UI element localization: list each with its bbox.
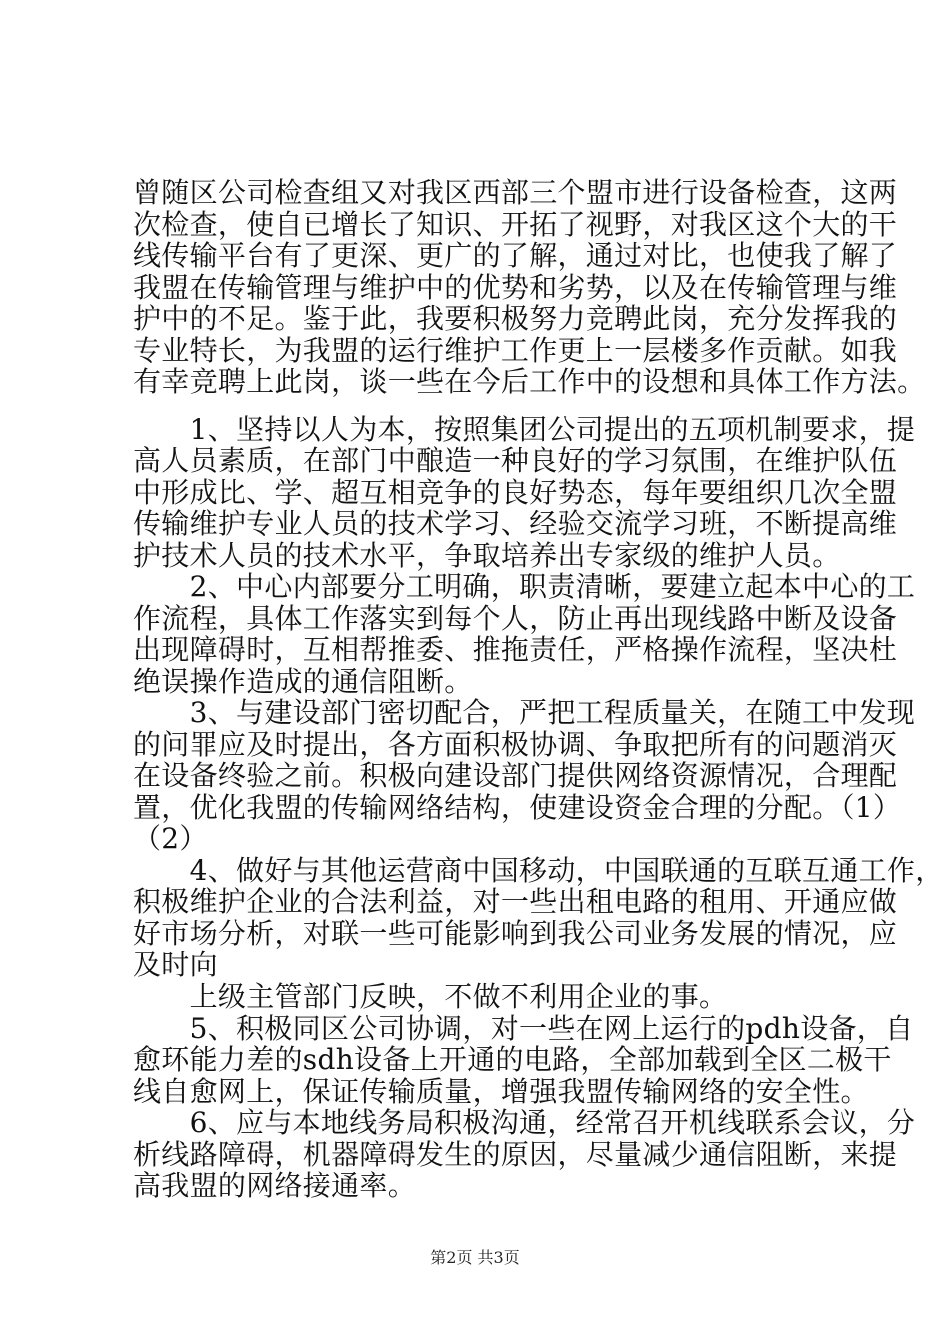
text-line: 置，优化我盟的传输网络结构，使建设资金合理的分配。（1） (133, 790, 902, 824)
text-line: 在设备终验之前。积极向建设部门提供网络资源情况，合理配 (133, 759, 898, 793)
text-line: 出现障碍时，互相帮推委、推拖责任，严格操作流程，坚决杜 (133, 633, 898, 667)
text-line: 护中的不足。鉴于此，我要积极努力竞聘此岗，充分发挥我的 (133, 302, 898, 335)
text-line: 愈环能力差的sdh设备上开通的电路，全部加载到全区二极干 (133, 1043, 892, 1076)
text-line: 次检查，使自已增长了知识、开拓了视野，对我区这个大的干 (133, 207, 898, 241)
text-line: （2） (133, 822, 208, 856)
text-line: 高我盟的网络接通率。 (133, 1169, 417, 1202)
text-line: 高人员素质，在部门中酿造一种良好的学习氛围，在维护队伍 (133, 444, 898, 478)
text-line: 好市场分析，对联一些可能影响到我公司业务发展的情况，应 (133, 916, 898, 950)
text-line: 我盟在传输管理与维护中的优势和劣势，以及在传输管理与维 (133, 270, 898, 304)
text-line: 的问罪应及时提出，各方面积极协调、争取把所有的问题消灭 (133, 727, 898, 761)
text-line: 线传输平台有了更深、更广的了解，通过对比，也使我了解了 (133, 239, 898, 272)
text-line: 有幸竞聘上此岗，谈一些在今后工作中的设想和具体工作方法。 (133, 365, 926, 399)
text-line: 作流程，具体工作落实到每个人，防止再出现线路中断及设备 (133, 601, 898, 635)
text-line: 析线路障碍，机器障碍发生的原因，尽量减少通信阻断，来提 (133, 1137, 898, 1171)
text-line: 专业特长，为我盟的运行维护工作更上一层楼多作贡献。如我 (133, 333, 898, 367)
text-line: 绝误操作造成的通信阻断。 (133, 664, 473, 698)
page-number-footer: 第2页 共3页 (430, 1248, 520, 1267)
text-line: 5、积极同区公司协调，对一些在网上运行的pdh设备，自 (133, 1011, 914, 1045)
text-line: 线自愈网上，保证传输质量，增强我盟传输网络的安全性。 (133, 1074, 869, 1108)
text-line: 及时向 (133, 948, 218, 982)
text-line: 积极维护企业的合法利益，对一些出租电路的租用、开通应做 (133, 885, 898, 919)
text-line: 上级主管部门反映，不做不利用企业的事。 (133, 979, 728, 1013)
text-line: 传输维护专业人员的技术学习、经验交流学习班，不断提高维 (133, 507, 898, 541)
text-line: 护技术人员的技术水平，争取培养出专家级的维护人员。 (133, 538, 841, 572)
text-line: 4、做好与其他运营商中国移动，中国联通的互联互通工作， (133, 853, 944, 887)
text-line: 6、应与本地线务局积极沟通，经常召开机线联系会议，分 (133, 1106, 916, 1139)
text-line: 2、中心内部要分工明确，职责清晰，要建立起本中心的工 (133, 570, 916, 604)
text-line: 1、坚持以人为本，按照集团公司提出的五项机制要求，提 (133, 412, 916, 446)
text-line: 3、与建设部门密切配合，严把工程质量关，在随工中发现 (133, 696, 916, 730)
text-line: 中形成比、学、超互相竞争的良好势态，每年要组织几次全盟 (133, 475, 898, 509)
text-line: 曾随区公司检查组又对我区西部三个盟市进行设备检查，这两 (133, 176, 898, 209)
